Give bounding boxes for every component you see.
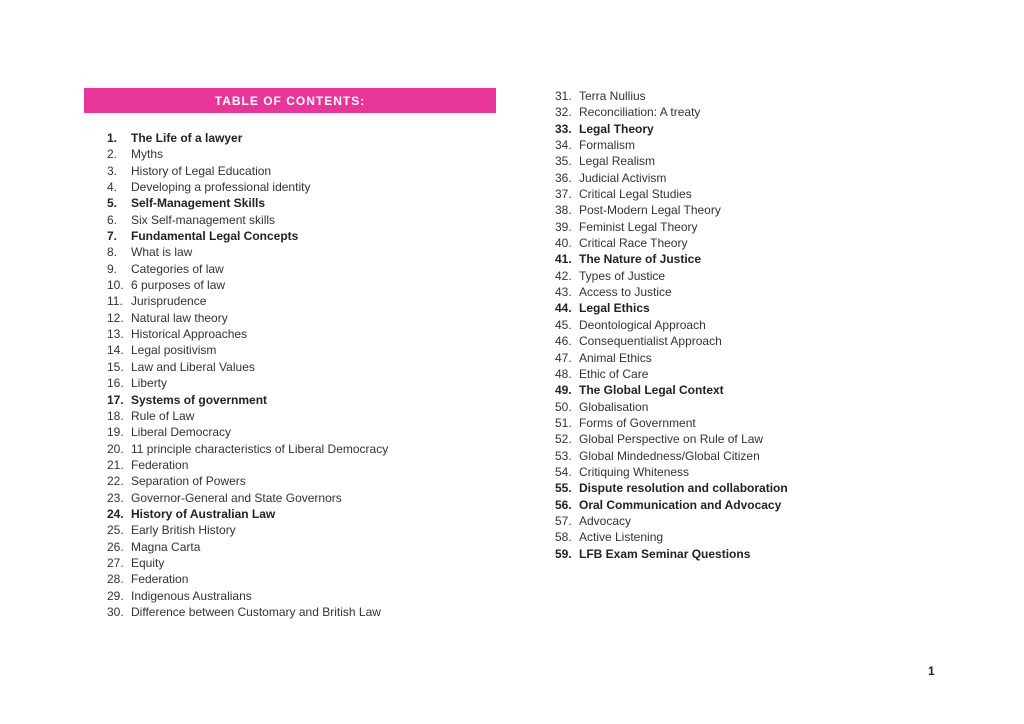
toc-item-label: The Global Legal Context (579, 383, 724, 398)
toc-item[interactable] (555, 219, 788, 235)
toc-item-label: Formalism (579, 138, 635, 153)
toc-item[interactable] (107, 359, 388, 375)
toc-item-label: Natural law theory (131, 310, 228, 325)
toc-item-label: Developing a professional identity (131, 180, 311, 195)
toc-item[interactable] (107, 130, 388, 146)
toc-item[interactable] (555, 546, 788, 562)
toc-item-label: Judicial Activism (579, 170, 667, 185)
toc-item[interactable] (107, 342, 388, 358)
toc-item-label: What is law (131, 245, 193, 260)
toc-item-number: 35. (555, 154, 572, 169)
toc-item-label: Post-Modern Legal Theory (579, 203, 721, 218)
toc-item-label: Liberal Democracy (131, 425, 232, 440)
toc-item-number: 20. (107, 441, 124, 456)
toc-item-label: 6 purposes of law (131, 278, 226, 293)
toc-item[interactable] (107, 539, 388, 555)
toc-item[interactable] (107, 375, 388, 391)
toc-item[interactable] (107, 228, 388, 244)
toc-item[interactable] (107, 473, 388, 489)
toc-item[interactable] (107, 571, 388, 587)
toc-item-number: 52. (555, 432, 572, 447)
toc-item[interactable] (107, 261, 388, 277)
toc-item-label: Fundamental Legal Concepts (131, 229, 299, 244)
toc-item-label: Terra Nullius (579, 89, 646, 103)
toc-item[interactable] (555, 333, 788, 349)
toc-item[interactable] (107, 244, 388, 260)
page-number: 1 (928, 664, 935, 678)
toc-item[interactable] (107, 163, 388, 179)
toc-item-number: 51. (555, 415, 572, 430)
toc-left-column (107, 130, 388, 620)
toc-item-number: 21. (107, 457, 124, 472)
toc-item-label: Ethic of Care (579, 366, 649, 381)
toc-item[interactable] (107, 392, 388, 408)
toc-item-label: Categories of law (131, 261, 224, 276)
toc-item-label: Legal Theory (579, 121, 654, 136)
toc-item-label: Active Listening (579, 530, 664, 545)
toc-item-number: 57. (555, 513, 572, 528)
toc-item-number: 2. (107, 147, 118, 162)
toc-item[interactable] (555, 202, 788, 218)
toc-item-number: 46. (555, 334, 572, 349)
toc-item[interactable] (555, 350, 788, 366)
toc-item-label: Reconciliation: A treaty (579, 105, 701, 120)
toc-item[interactable] (107, 195, 388, 211)
toc-item[interactable] (555, 513, 788, 529)
toc-item-label: Globalisation (579, 399, 649, 414)
toc-item-label: Global Perspective on Rule of Law (579, 432, 764, 447)
toc-item-number: 12. (107, 310, 124, 325)
toc-item-number: 36. (555, 170, 572, 185)
toc-item-label: Equity (131, 555, 165, 570)
toc-item-number: 53. (555, 448, 572, 463)
toc-item-number: 25. (107, 523, 124, 538)
toc-item[interactable] (555, 235, 788, 251)
toc-item-number: 58. (555, 530, 572, 545)
toc-item-number: 37. (555, 187, 572, 202)
toc-item-number: 40. (555, 236, 572, 251)
toc-item[interactable] (555, 382, 788, 398)
toc-item-number: 5. (107, 196, 118, 211)
toc-item-label: Law and Liberal Values (131, 359, 255, 374)
toc-item[interactable] (555, 529, 788, 545)
toc-item-label: Historical Approaches (131, 327, 248, 342)
toc-item-number: 1. (107, 131, 118, 145)
toc-item-label: Magna Carta (131, 539, 201, 554)
toc-item[interactable] (555, 268, 788, 284)
toc-item[interactable] (107, 604, 388, 620)
toc-item-number: 9. (107, 261, 118, 276)
toc-item-number: 34. (555, 138, 572, 153)
toc-title: TABLE OF CONTENTS: (214, 93, 366, 108)
toc-item-label: Consequentialist Approach (579, 334, 722, 349)
toc-item[interactable] (555, 300, 788, 316)
toc-item-label: Separation of Powers (131, 474, 246, 489)
toc-item[interactable] (107, 490, 388, 506)
toc-item-number: 11. (107, 294, 123, 309)
toc-item[interactable] (555, 121, 788, 137)
toc-item-label: Indigenous Australians (131, 588, 252, 603)
toc-item[interactable] (555, 88, 788, 104)
toc-item-number: 33. (555, 121, 572, 136)
toc-item-number: 27. (107, 555, 124, 570)
toc-item[interactable] (555, 170, 788, 186)
toc-item[interactable] (555, 137, 788, 153)
toc-item[interactable] (107, 408, 388, 424)
toc-item-number: 16. (107, 376, 124, 391)
toc-item[interactable] (107, 146, 388, 162)
toc-right-column (555, 88, 788, 562)
toc-item-label: Rule of Law (131, 408, 195, 423)
toc-item-number: 48. (555, 366, 572, 381)
toc-item[interactable] (555, 251, 788, 267)
toc-item[interactable] (107, 293, 388, 309)
toc-item[interactable] (107, 588, 388, 604)
toc-item-label: Global Mindedness/Global Citizen (579, 448, 760, 463)
toc-item-label: Federation (131, 457, 189, 472)
toc-item-number: 26. (107, 539, 124, 554)
toc-item-number: 31. (555, 89, 572, 103)
toc-item-number: 22. (107, 474, 124, 489)
toc-item-label: History of Legal Education (131, 163, 272, 178)
toc-item-label: Self-Management Skills (131, 196, 266, 211)
toc-item-number: 19. (107, 425, 124, 440)
toc-item-number: 44. (555, 301, 572, 316)
toc-item[interactable] (107, 506, 388, 522)
toc-item[interactable] (107, 555, 388, 571)
toc-item-number: 17. (107, 392, 124, 407)
toc-item-label: Feminist Legal Theory (579, 219, 698, 234)
toc-item[interactable] (555, 366, 788, 382)
toc-item[interactable] (555, 480, 788, 496)
toc-item[interactable] (107, 310, 388, 326)
toc-item[interactable] (107, 212, 388, 228)
toc-item-label: Jurisprudence (131, 294, 207, 309)
toc-item-number: 14. (107, 343, 124, 358)
toc-item-label: Legal Realism (579, 154, 656, 169)
toc-item-number: 42. (555, 268, 572, 283)
toc-item[interactable] (555, 317, 788, 333)
toc-item-number: 41. (555, 252, 572, 267)
toc-item-number: 15. (107, 359, 124, 374)
toc-item-number: 29. (107, 588, 124, 603)
toc-item-number: 13. (107, 327, 124, 342)
toc-item[interactable] (555, 464, 788, 480)
toc-item[interactable] (107, 424, 388, 440)
toc-item[interactable] (555, 104, 788, 120)
toc-item-number: 18. (107, 408, 124, 423)
toc-item-label: Governor-General and State Governors (131, 490, 342, 505)
toc-item-label: Six Self-management skills (131, 212, 276, 227)
toc-item-label: Critiquing Whiteness (579, 464, 690, 479)
toc-item-number: 3. (107, 163, 118, 178)
toc-item-label: Critical Race Theory (579, 236, 688, 251)
toc-item-label: Oral Communication and Advocacy (579, 497, 782, 512)
toc-item-label: Forms of Government (579, 415, 696, 430)
toc-item-label: Systems of government (131, 392, 268, 407)
toc-item-label: The Nature of Justice (579, 252, 702, 267)
toc-item-number: 39. (555, 219, 572, 234)
toc-item-number: 59. (555, 546, 572, 561)
toc-item-label: History of Australian Law (131, 506, 276, 521)
toc-item-label: Legal positivism (131, 343, 217, 358)
toc-item-number: 7. (107, 229, 118, 244)
toc-item-number: 32. (555, 105, 572, 120)
toc-item[interactable] (107, 179, 388, 195)
toc-item-label: Advocacy (579, 513, 632, 528)
toc-item-label: Legal Ethics (579, 301, 650, 316)
toc-item[interactable] (555, 497, 788, 513)
toc-item-number: 43. (555, 285, 572, 300)
toc-item-number: 23. (107, 490, 124, 505)
toc-item-number: 56. (555, 497, 572, 512)
toc-item-label: Types of Justice (579, 268, 666, 283)
toc-item-label: Deontological Approach (579, 317, 706, 332)
toc-item-label: Early British History (131, 523, 236, 538)
toc-item[interactable] (555, 399, 788, 415)
toc-item-label: Dispute resolution and collaboration (579, 481, 788, 496)
toc-item[interactable] (555, 448, 788, 464)
toc-item-label: Liberty (131, 376, 168, 391)
toc-item-number: 47. (555, 350, 572, 365)
toc-item-label: Animal Ethics (579, 350, 652, 365)
toc-item[interactable] (107, 326, 388, 342)
toc-item-label: LFB Exam Seminar Questions (579, 546, 751, 561)
toc-item-number: 8. (107, 245, 118, 260)
toc-item-number: 10. (107, 278, 124, 293)
toc-item[interactable] (107, 277, 388, 293)
toc-header (84, 88, 496, 113)
toc-item[interactable] (555, 186, 788, 202)
toc-item[interactable] (555, 284, 788, 300)
toc-item-label: Critical Legal Studies (579, 187, 692, 202)
toc-item-label: The Life of a lawyer (131, 131, 243, 145)
toc-item-number: 50. (555, 399, 572, 414)
toc-item-number: 28. (107, 572, 124, 587)
toc-item-number: 4. (107, 180, 118, 195)
toc-item-number: 49. (555, 383, 572, 398)
toc-item-number: 45. (555, 317, 572, 332)
toc-item[interactable] (107, 457, 388, 473)
toc-item[interactable] (555, 415, 788, 431)
toc-item-label: Federation (131, 572, 189, 587)
toc-item-label: 11 principle characteristics of Liberal Democracy (131, 441, 389, 456)
toc-item[interactable] (107, 441, 388, 457)
toc-item[interactable] (107, 522, 388, 538)
toc-item-number: 6. (107, 212, 118, 227)
toc-item-label: Myths (131, 147, 164, 162)
toc-item-number: 38. (555, 203, 572, 218)
toc-item-label: Access to Justice (579, 285, 672, 300)
toc-item-number: 30. (107, 604, 124, 619)
toc-item[interactable] (555, 153, 788, 169)
toc-item[interactable] (555, 431, 788, 447)
toc-item-number: 24. (107, 506, 124, 521)
toc-item-label: Difference between Customary and British Law (131, 604, 381, 619)
toc-item-number: 55. (555, 481, 572, 496)
toc-item-number: 54. (555, 464, 572, 479)
